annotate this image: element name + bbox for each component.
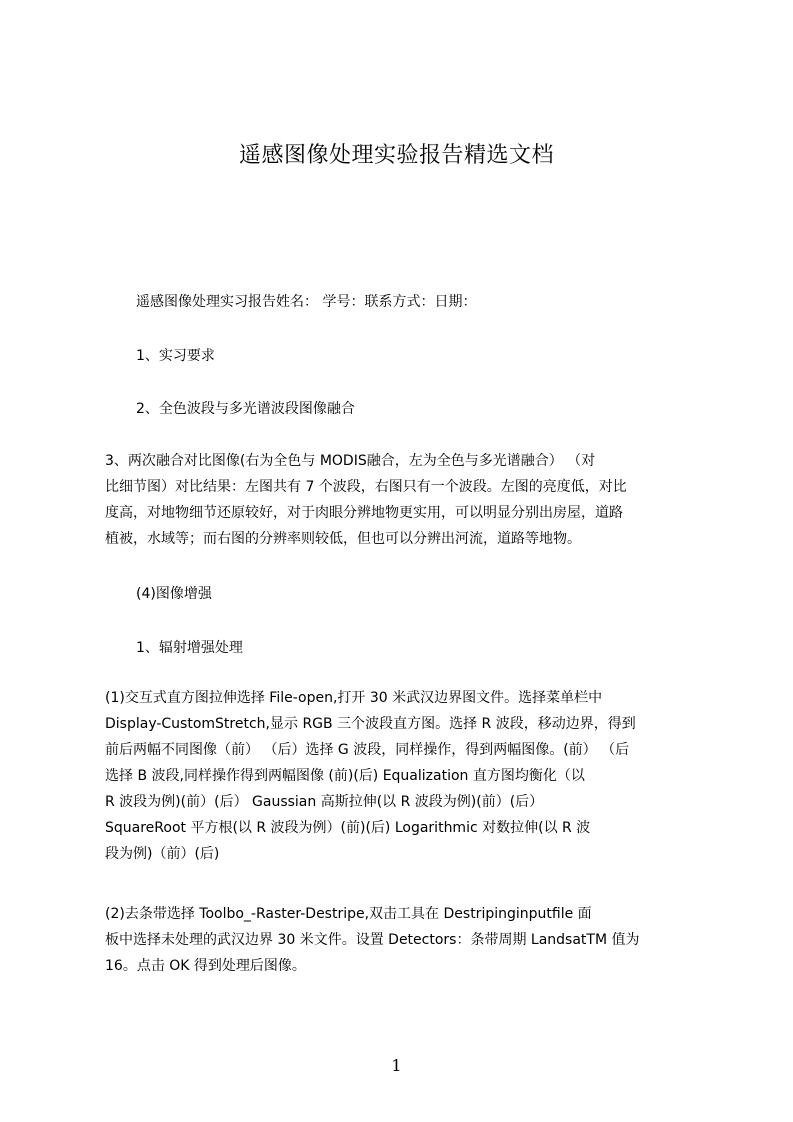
paragraph-line: 3、两次融合对比图像(右为全色与 MODIS融合，左为全色与多光谱融合） （对 bbox=[105, 453, 596, 469]
paragraph-line: (1)交互式直方图拉伸选择 File-open,打开 30 米武汉边界图文件。选择菜单栏中 bbox=[105, 690, 603, 706]
paragraph-line: 板中选择未处理的武汉边界 30 米文件。设置 Detectors：条带周期 LandsatTM 值为 bbox=[105, 932, 640, 948]
paragraph-histogram-stretch bbox=[105, 685, 700, 867]
paragraph-line: 选择 B 波段,同样操作得到两幅图像 (前)(后) Equalization 直方图均衡化（以 bbox=[105, 768, 585, 784]
paragraph-line: 植被，水域等；而右图的分辨率则较低，但也可以分辨出河流，道路等地物。 bbox=[105, 531, 581, 547]
item-band-fusion: 2、全色波段与多光谱波段图像融合 bbox=[136, 401, 355, 417]
paragraph-line: R 波段为例)(前）(后） Gaussian 高斯拉伸(以 R 波段为例)(前）(后） bbox=[105, 794, 544, 810]
paragraph-line: 比细节图）对比结果：左图共有 7 个波段，右图只有一个波段。左图的亮度低，对比 bbox=[105, 479, 627, 495]
document-title: 遥感图像处理实验报告精选文档 bbox=[238, 143, 554, 168]
paragraph-line: 段为例)（前）(后) bbox=[105, 846, 220, 862]
item-practice-requirements: 1、实习要求 bbox=[136, 348, 215, 364]
paragraph-line: SquareRoot 平方根(以 R 波段为例）(前)(后) Logarithmic 对数拉伸(以 R 波 bbox=[105, 820, 591, 836]
header-line: 遥感图像处理实习报告姓名： 学号：联系方式：日期： bbox=[136, 294, 477, 310]
paragraph-line: 16。点击 OK 得到处理后图像。 bbox=[105, 958, 306, 974]
item-image-enhancement: (4)图像增强 bbox=[136, 586, 212, 602]
paragraph-line: (2)去条带选择 Toolbo_-Raster-Destripe,双击工具在 Destripinginputfile 面 bbox=[105, 906, 592, 922]
paragraph-line: 前后两幅不同图像（前） （后）选择 G 波段，同样操作，得到两幅图像。(前） （后 bbox=[105, 742, 630, 758]
paragraph-line: 度高，对地物细节还原较好，对于肉眼分辨地物更实用，可以明显分别出房屋，道路 bbox=[105, 505, 623, 521]
paragraph-line: Display-CustomStretch,显示 RGB 三个波段直方图。选择 R 波段，移动边界，得到 bbox=[105, 716, 636, 732]
paragraph-destripe bbox=[105, 901, 700, 979]
paragraph-fusion-comparison bbox=[105, 448, 700, 552]
item-radiometric-enhancement: 1、辐射增强处理 bbox=[136, 640, 243, 656]
page-number: 1 bbox=[391, 1056, 402, 1075]
